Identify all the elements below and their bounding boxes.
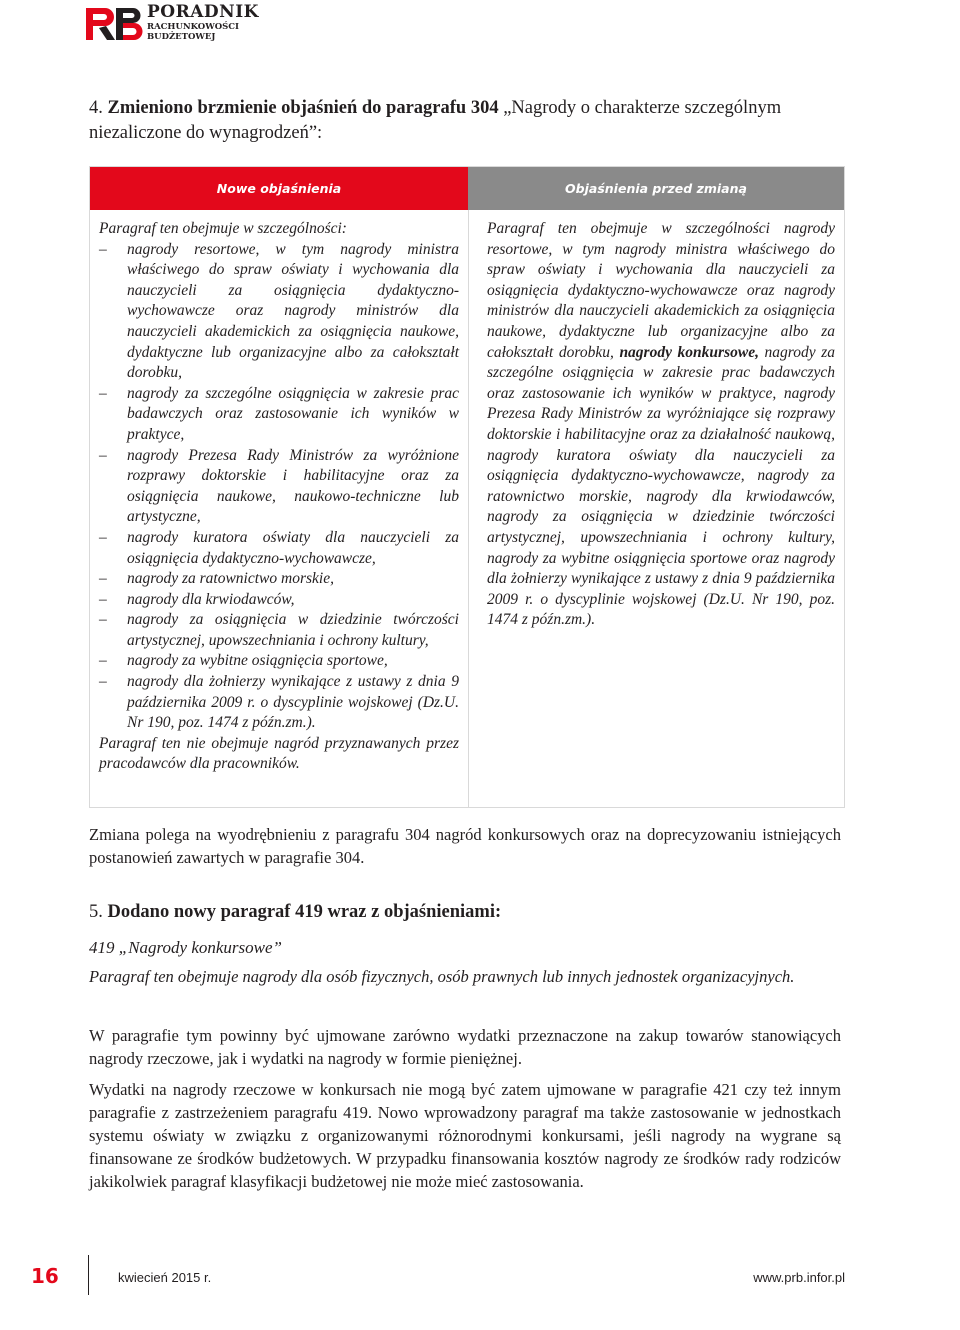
section-5-heading <box>89 900 845 925</box>
right-text-bold: nagrody konkursowe, <box>619 343 759 361</box>
website-link[interactable]: www.prb.infor.pl <box>753 1270 845 1285</box>
issue-date: kwiecień 2015 r. <box>118 1270 212 1285</box>
section-5-number: 5. <box>89 902 103 922</box>
new-explanations-column <box>99 219 459 775</box>
list-item: – nagrody za szczególne osiągnięcia w zakresie prac badawczych oraz zastosowanie ich wyników w praktyce, <box>99 384 459 446</box>
section-5-title: Dodano nowy paragraf 419 wraz z objaśnieniami: <box>107 902 502 922</box>
change-note: Zmiana polega na wyodrębnieniu z paragrafu 304 nagród konkursowych oraz na doprecyzowaniu istniejących postanowień zawartych w paragrafie 304. <box>89 825 841 867</box>
comparison-table <box>89 166 845 808</box>
list-item: – nagrody Prezesa Rady Ministrów za wyróżnione rozprawy doktorskie i habilitacyjne oraz za osiągnięcia naukowe, naukowo-techniczne lub artystyczne, <box>99 446 459 528</box>
body-paragraph-2: Wydatki na nagrody rzeczowe w konkursach nie mogą być zatem ujmowane w paragrafie 421 czy też innym paragrafie z zastrzeżeniem paragrafu 419. Nowo wprowadzony paragraf ma także zastosowanie w jednostkach systemu oświaty w związku z organizowanymi różnorodnymi konkursami, jeśli nagrody na wygrane są finansowane ze środków budżetowych. W przypadku finansowania kosztów nagrody ze środków rady rodziców jakikolwiek paragraf klasyfikacji budżetowej nie może mieć zastosowania. <box>89 1080 841 1191</box>
section-4-title-rest: „Nagrody o charakterze szczególnym niezaliczone do wynagrodzeń”: <box>89 98 782 143</box>
left-intro: Paragraf ten obejmuje w szczególności: <box>99 220 347 237</box>
list-item: – nagrody kuratora oświaty dla nauczycieli za osiągnięcia dydaktyczno-wychowawcze, <box>99 528 459 569</box>
list-item: – nagrody za wybitne osiągnięcia sportowe, <box>99 651 459 672</box>
paragraph-419-title: 419 „Nagrody konkursowe” <box>89 938 282 957</box>
column-divider <box>468 210 469 807</box>
logo-line2: RACHUNKOWOŚCI <box>147 22 240 32</box>
paragraph-419-description: Paragraf ten obejmuje nagrody dla osób fizycznych, osób prawnych lub innych jednostek organizacyjnych. <box>89 967 795 986</box>
page-number: 16 <box>31 1264 59 1288</box>
list-item: – nagrody dla żołnierzy wynikające z ustawy z dnia 9 października 2009 r. o dyscyplinie wojskowej (Dz.U. Nr 190, poz. 1474 z późn.zm.). <box>99 672 459 734</box>
publication-logo <box>86 4 144 44</box>
logo-line1: PORADNIK <box>147 2 259 22</box>
right-text-part2: nagrody za szczególne osiągnięcia w zakresie prac badawczych oraz zastosowanie ich wyników w praktyce, nagrody Prezesa Rady Ministrów za wyróżniające się rozprawy doktorskie i habilitacyjne oraz za działalność naukową, nagrody kuratora oświaty dla nauczycieli za osiągnięcia dydaktyczno-wychowawcze, nagrody za ratownictwo morskie, nagrody dla krwiodawców, nagrody za osiągnięcia w dziedzinie twórczości artystycznej, upowszechniania i ochrony kultury, nagrody za wybitne osiągnięcia sportowe oraz nagrody dla żołnierzy wynikające z ustawy z dnia 9 października 2009 r. o dyscyplinie wojskowej (Dz.U. Nr 190, poz. 1474 z późn.zm.). <box>487 343 835 629</box>
body-paragraph-1: W paragrafie tym powinny być ujmowane zarówno wydatki przeznaczone na zakup towarów stanowiących nagrody rzeczowe, jak i wydatki na nagrody w formie pieniężnej. <box>89 1026 841 1068</box>
old-explanations-column <box>487 219 835 631</box>
left-outro: Paragraf ten nie obejmuje nagród przyznawanych przez pracodawców dla pracowników. <box>99 734 459 773</box>
section-4-title: Zmieniono brzmienie objaśnień do paragrafu 304 <box>107 98 499 118</box>
list-item: – nagrody za ratownictwo morskie, <box>99 569 459 590</box>
old-explanations-header: Objaśnienia przed zmianą <box>468 167 844 210</box>
new-explanations-header: Nowe objaśnienia <box>90 167 468 210</box>
list-item: – nagrody za osiągnięcia w dziedzinie twórczości artystycznej, upowszechniania i ochrony kultury, <box>99 610 459 651</box>
list-item: – nagrody dla krwiodawców, <box>99 590 459 611</box>
prb-logo-mark-icon <box>86 4 144 44</box>
logo-line3: BUDŻETOWEJ <box>147 31 216 42</box>
section-4-heading <box>89 96 845 146</box>
section-4-number: 4. <box>89 98 103 118</box>
logo-wordmark <box>147 4 259 41</box>
right-text <box>487 219 835 631</box>
footer-divider <box>88 1255 89 1295</box>
right-text-part1: Paragraf ten obejmuje w szczególności nagrody resortowe, w tym nagrody ministra właściwego do spraw oświaty i wychowania dla nauczycieli za osiągnięcia dydaktyczno-wychowawcze oraz nagrody ministrów dla nauczycieli akademickich za osiągnięcia naukowe, dydaktyczne lub organizacyjne albo za całokształt dorobku, <box>487 220 835 361</box>
list-item: – nagrody resortowe, w tym nagrody ministra właściwego do spraw oświaty i wychowania dla nauczycieli za osiągnięcia dydaktyczno-wychowawcze oraz nagrody ministrów dla nauczycieli akademickich za osiągnięcia naukowe, dydaktyczne lub organizacyjne albo za całokształt dorobku, <box>99 240 459 384</box>
